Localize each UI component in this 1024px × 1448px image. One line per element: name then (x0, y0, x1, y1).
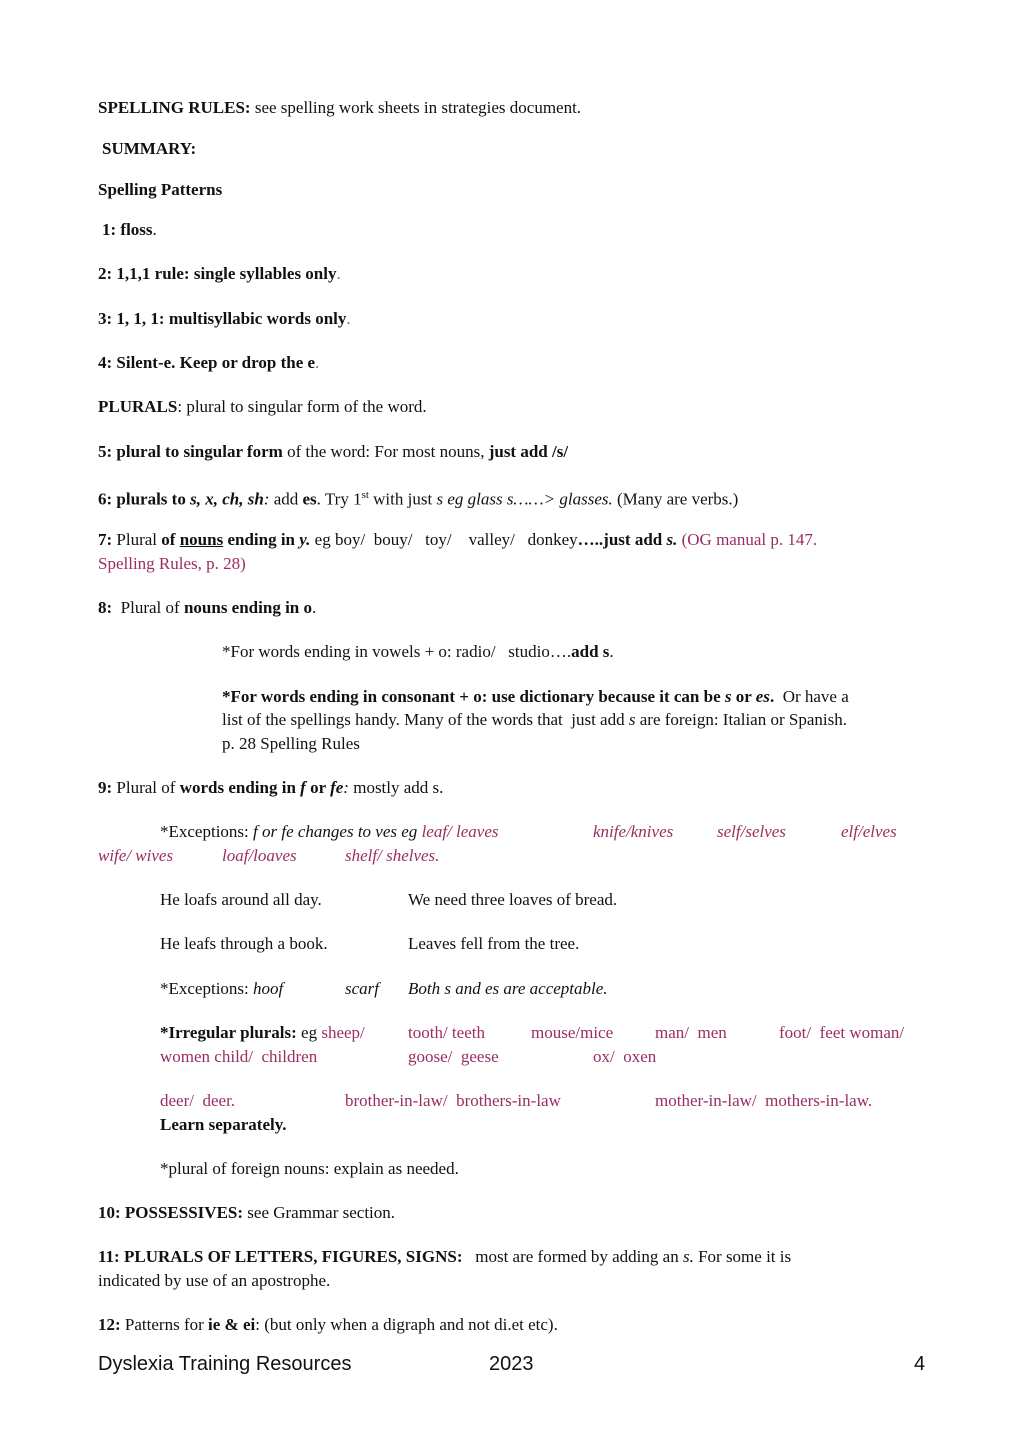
irregular-goose: goose/ geese (408, 1047, 499, 1066)
foreign-nouns: *plural of foreign nouns: explain as needed. (160, 1159, 459, 1178)
summary-heading: SUMMARY: (102, 139, 197, 158)
learn-separately: Learn separately. (160, 1115, 287, 1134)
footer-page-number: 4 (914, 1353, 926, 1375)
example-leafs: He leafs through a book. (160, 934, 328, 953)
example-loaves: We need three loaves of bread. (408, 890, 618, 909)
irregular-tooth: tooth/ teeth (408, 1023, 485, 1042)
irregular-child: women child/ children (160, 1047, 318, 1066)
footer-title: Dyslexia Training Resources (98, 1353, 352, 1375)
rule-11-line-2: indicated by use of an apostrophe. (98, 1271, 331, 1290)
exception-elf: elf/elves (841, 822, 897, 841)
irregular-man: man/ men (655, 1023, 727, 1042)
rule-8-vowels: *For words ending in vowels + o: radio/ studio….add s. (222, 642, 614, 661)
irregular-deer: deer/ deer. (160, 1091, 236, 1110)
rule-8-consonants-line-3: p. 28 Spelling Rules (222, 734, 360, 753)
rule-7: 7: Plural of nouns ending in y. eg boy/ bouy/ toy/ valley/ donkey…..just add s. (OG manual p. 147. (98, 530, 818, 549)
exception-scarf: scarf (345, 979, 379, 998)
rule-7-reference: Spelling Rules, p. 28) (98, 554, 246, 573)
example-leaves: Leaves fell from the tree. (408, 934, 580, 953)
exception-shelf: shelf/ shelves. (345, 846, 440, 865)
rule-12: 12: Patterns for ie & ei: (but only when a digraph and not di.et etc). (98, 1315, 558, 1334)
exceptions-hoof: *Exceptions: hoof (160, 979, 284, 998)
exception-note: Both s and es are acceptable. (408, 979, 608, 998)
irregular-brother-in-law: brother-in-law/ brothers-in-law (345, 1091, 561, 1110)
rule-3: 3: 1, 1, 1: multisyllabic words only. (98, 309, 351, 328)
rule-4: 4: Silent-e. Keep or drop the e. (98, 353, 320, 372)
spelling-patterns-heading: Spelling Patterns (98, 180, 223, 199)
rule-8-consonants: *For words ending in consonant + o: use dictionary because it can be s or es. Or have a (222, 687, 849, 706)
exception-wife: wife/ wives (98, 846, 174, 865)
plurals-line: PLURALS: plural to singular form of the word. (98, 397, 427, 416)
footer-year: 2023 (489, 1353, 534, 1375)
exceptions-ves: *Exceptions: f or fe changes to ves eg leaf/ leaves (160, 822, 499, 841)
exception-loaf: loaf/loaves (222, 846, 297, 865)
irregular-ox: ox/ oxen (593, 1047, 657, 1066)
rule-8-consonants-line-2: list of the spellings handy. Many of the words that just add s are foreign: Italian or Spanish. (222, 710, 847, 729)
exception-knife: knife/knives (593, 822, 674, 841)
irregular-mouse: mouse/mice (531, 1023, 614, 1042)
rule-1: 1: floss. (102, 220, 157, 239)
spelling-rules-line: SPELLING RULES: see spelling work sheets in strategies document. (98, 98, 582, 117)
irregular-mother-in-law: mother-in-law/ mothers-in-law. (655, 1091, 873, 1110)
rule-11: 11: PLURALS OF LETTERS, FIGURES, SIGNS: most are formed by adding an s. For some it is (98, 1247, 792, 1266)
rule-10: 10: POSSESSIVES: see Grammar section. (98, 1203, 396, 1222)
example-loafs: He loafs around all day. (160, 890, 322, 909)
rule-6: 6: plurals to s, x, ch, sh: add es. Try 1st with just s eg glass s……> glasses. (Many are verbs.) (98, 489, 739, 509)
rule-2: 2: 1,1,1 rule: single syllables only. (98, 264, 341, 283)
rule-5: 5: plural to singular form of the word: For most nouns, just add /s/ (98, 442, 569, 461)
rule-9: 9: Plural of words ending in f or fe: mostly add s. (98, 778, 444, 797)
irregular-foot: foot/ feet woman/ (779, 1023, 905, 1042)
rule-8: 8: Plural of nouns ending in o. (98, 598, 317, 617)
irregular-plurals: *Irregular plurals: eg sheep/ (160, 1023, 365, 1042)
exception-self: self/selves (717, 822, 786, 841)
